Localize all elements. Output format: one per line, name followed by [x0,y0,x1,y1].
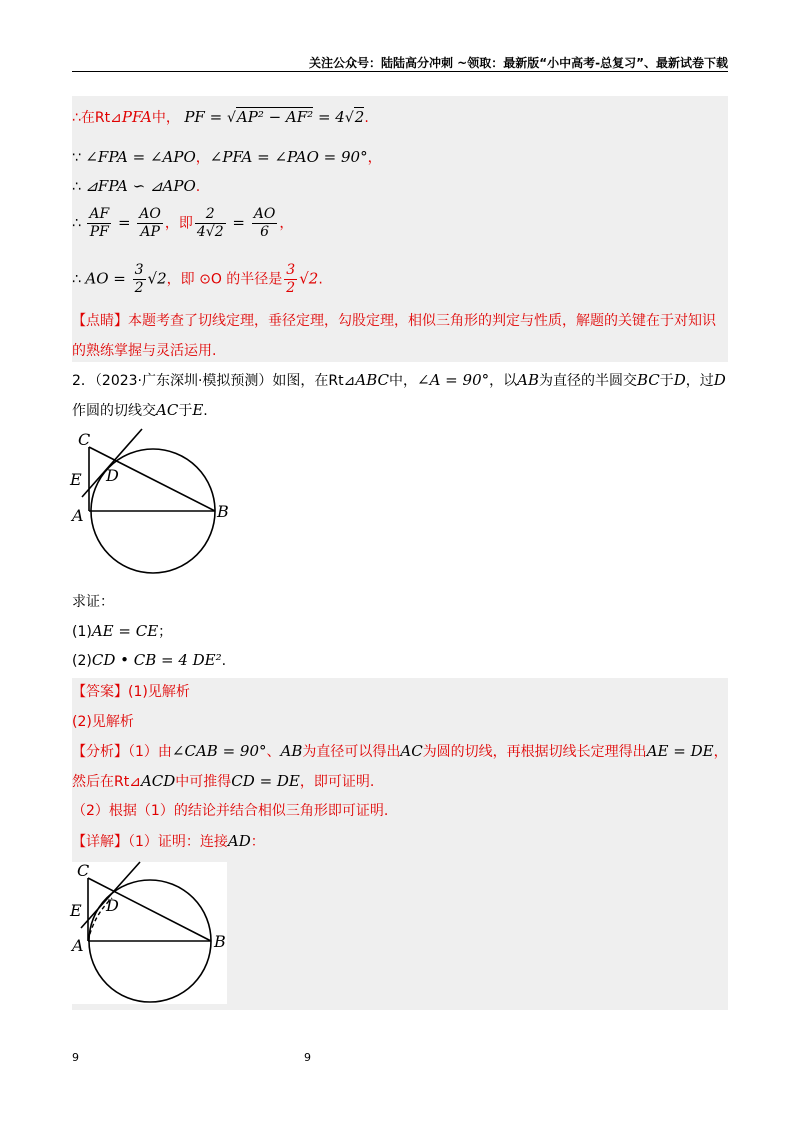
qiuzheng-label: 求证： [72,594,114,610]
prev-line-2: ∵ ∠FPA = ∠APO，∠PFA = ∠PAO = 90°， [72,148,382,166]
page-number-center: 9 [304,1051,311,1064]
label-e-2: E [70,901,82,920]
problem-stem-line-1: 2．（2023·广东深圳·模拟预测）如图，在Rt⊿ABC中，∠A = 90°，以AB为直径的半圆交BC于D，过D [72,371,726,389]
problem-stem-line-2: 作圆的切线交AC于E. [72,401,208,419]
tangent-line-2 [81,862,140,928]
tangent-line [82,429,142,497]
analysis-line-3: （2）根据（1）的结论并结合相似三角形即可证明. [72,803,389,819]
answer-line-2: (2)见解析 [72,714,134,730]
fraction-ao-ap: $\frac{AO}{AP}$ [139,206,161,240]
fraction-3-2: $\frac{3}{2}$ [134,262,144,296]
fraction-3-2-red: $\frac{3}{2}$ [286,262,296,296]
fraction-ao-6: $\frac{AO}{6}$ [253,206,276,240]
label-e: E [70,470,82,489]
label-b-2: B [214,932,226,951]
label-d-2: D [106,896,119,915]
prev-line-4: ∴ $\frac{AF}{PF}$ = $\frac{AO}{AP}$ ，即 $\frac{2}{4√2}$ = $\frac{AO}{6}$ ， [72,206,294,240]
label-c: C [78,430,91,449]
problem-figure [66,425,246,585]
label-c-2: C [77,861,90,880]
fraction-2-4r2: $\frac{2}{4√2}$ [196,206,224,240]
prev-line-1: ∴在Rt⊿PFA中， PF = √AP² − AF² = 4√2. [72,108,369,126]
analysis-line-1: 【分析】（1）由∠CAB = 90°、AB为直径可以得出AC为圆的切线，再根据切线长定理得出AE = DE， [72,742,728,760]
analysis-line-2: 然后在Rt⊿ACD中可推得CD = DE，即可证明. [72,772,375,790]
header-rule [72,71,728,72]
page-number-left: 9 [72,1051,79,1064]
answer-line-1: 【答案】(1)见解析 [72,684,190,700]
prev-line-3: ∴ ⊿FPA ∽ ⊿APO. [72,177,201,195]
page-header: 关注公众号：陆陆高分冲刺 ~领取：最新版“小中高考-总复习”、最新试卷下载 [309,56,728,70]
dianjing-line-1: 【点睛】本题考查了切线定理，垂径定理，勾股定理，相似三角形的判定与性质，解题的关键在于对知识 [72,313,716,329]
prev-line-5: ∴ AO = $\frac{3}{2}$ √2，即 ⊙O 的半径是 $\frac{3}{2}$ √2. [72,262,323,296]
detail-figure [66,860,236,1010]
label-a: A [72,506,84,525]
question-2: (2)CD • CB = 4 DE². [72,651,227,669]
label-b: B [217,502,229,521]
label-a-2: A [72,936,84,955]
fraction-af-pf: $\frac{AF}{PF}$ [89,206,110,240]
label-d: D [106,466,119,485]
question-1: (1)AE = CE； [72,622,173,640]
detail-line-1: 【详解】（1）证明：连接AD： [72,832,265,850]
dianjing-line-2: 的熟练掌握与灵活运用. [72,343,217,359]
